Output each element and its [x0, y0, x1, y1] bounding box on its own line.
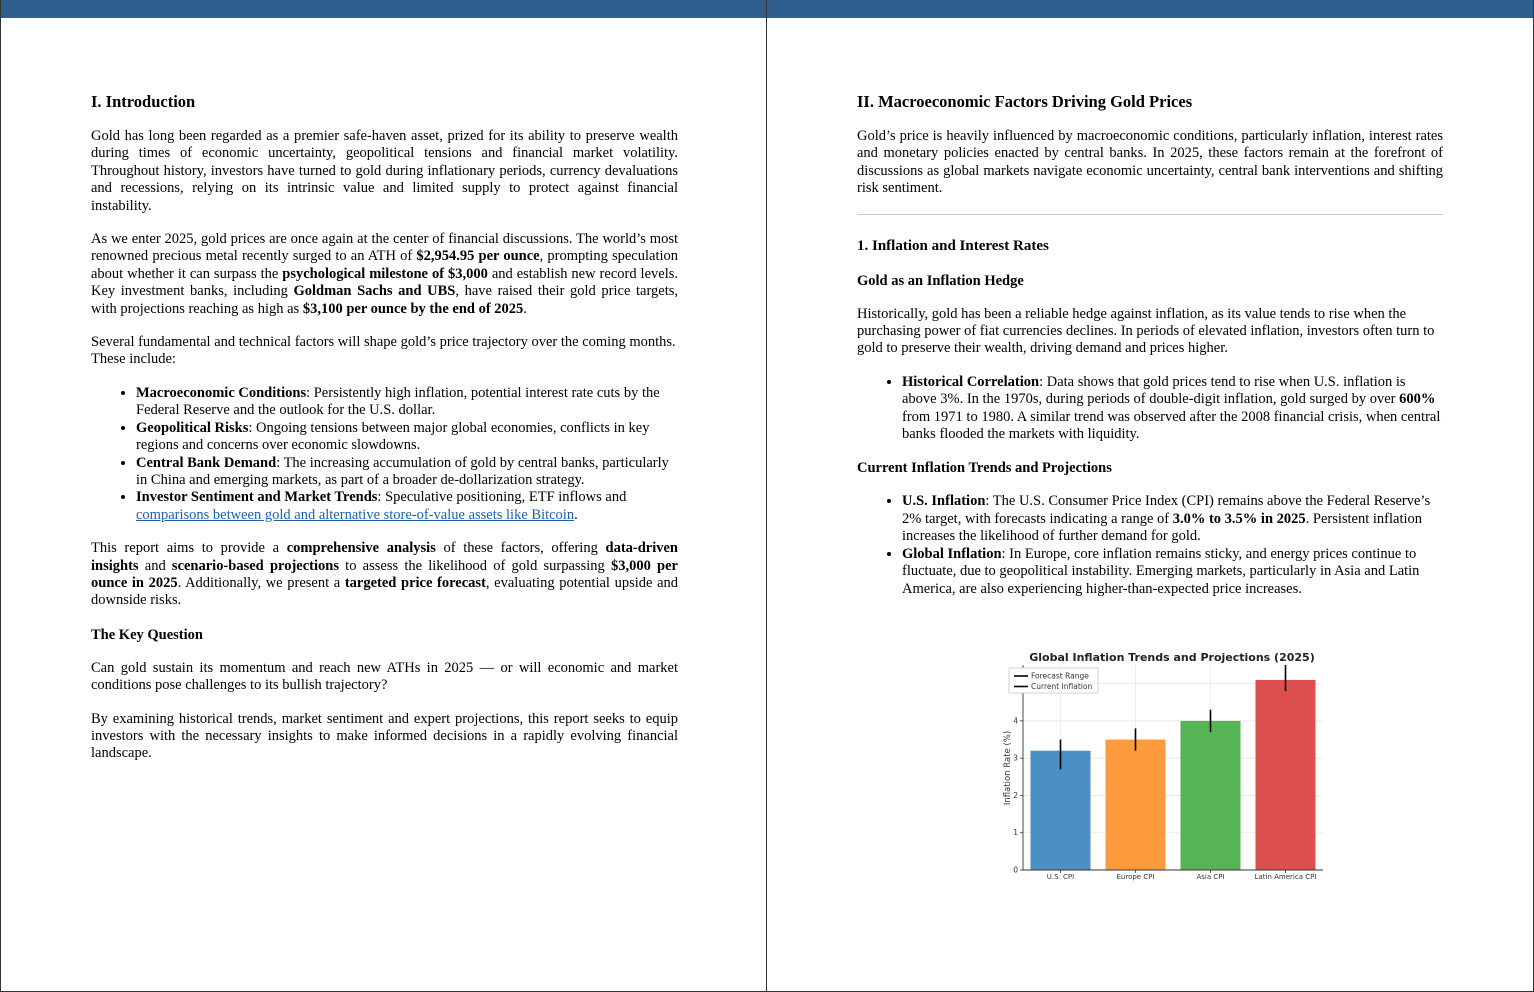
subheading-inflation-hedge: Gold as an Inflation Hedge: [857, 272, 1024, 289]
subheading-current-trends: Current Inflation Trends and Projections: [857, 460, 1112, 477]
subheading-key-question: The Key Question: [91, 626, 203, 643]
paragraph-intro-3: Several fundamental and technical factors will shape gold’s price trajectory over the coming months. These include:: [91, 334, 676, 368]
left-page-content: [91, 92, 678, 779]
page-header-bar: [1, 0, 766, 18]
right-page: [767, 0, 1534, 992]
section-heading-introduction: I. Introduction: [91, 92, 196, 111]
section-heading-inflation: 1. Inflation and Interest Rates: [857, 237, 1049, 254]
paragraph-intro-4: This report aims to provide a comprehensive analysis of these factors, offering data-driven insights and scenario-based projections to assess the likelihood of gold surpassing $3,000 per ounce in 2025. Additionally, we present a targeted price forecast, evaluating potential upside and downside risks.: [91, 540, 679, 609]
paragraph-intro-2: As we enter 2025, gold prices are once again at the center of financial discussions. The world’s most renowned precious metal recently surged to an ATH of $2,954.95 per ounce, prompting speculation about whether it can surpass the psychological milestone of $3,000 and establish new record levels. Key investment banks, including Goldman Sachs and UBS, have raised their gold price targets, with projections reaching as high as $3,100 per ounce by the end of 2025.: [91, 231, 679, 317]
legend-label-current: Current Inflation: [1031, 682, 1093, 691]
y-tick-label: 1: [1013, 828, 1018, 838]
page-header-bar: [767, 0, 1533, 18]
bar-asia-cpi: [1181, 721, 1241, 870]
paragraph-intro-1: Gold has long been regarded as a premier safe-haven asset, prized for its ability to preserve wealth during times of economic uncertainty, geopolitical tensions and financial market volatility. Throughout history, investors have turned to gold during inflationary periods, currency devaluations and recessions, relying on its intrinsic value and limited supply to protect against financial instability.: [91, 128, 678, 214]
x-tick-label: Europe CPI: [1116, 873, 1155, 881]
list-item: • Central Bank Demand: The increasing accumulation of gold by central banks, particularly in China and emerging markets, as part of a broader de-dollarization strategy.: [136, 455, 678, 490]
bar-europe-cpi: [1106, 740, 1166, 870]
y-tick-label: 2: [1013, 790, 1018, 800]
list-item: • Global Inflation: In Europe, core inflation remains sticky, and energy prices continue to fluctuate, due to geopolitical instability. Emerging markets, particularly in Asia and Latin America, are also experiencing higher-than-expected price increases.: [902, 546, 1443, 598]
bar-latin-america-cpi: [1256, 680, 1316, 870]
bitcoin-comparison-link[interactable]: comparisons between gold and alternative store-of-value assets like Bitcoin: [136, 506, 575, 523]
x-tick-label: U.S. CPI: [1046, 873, 1075, 881]
list-item: • Investor Sentiment and Market Trends: Speculative positioning, ETF inflows and comparisons between gold and alternative store-of-value assets like Bitcoin.: [136, 489, 678, 524]
chart-title: Global Inflation Trends and Projections (2025): [1029, 651, 1315, 664]
factors-list: [91, 385, 678, 524]
historical-list: [857, 374, 1443, 444]
section-heading-macroeconomic: II. Macroeconomic Factors Driving Gold Prices: [857, 92, 1193, 111]
list-item: • Historical Correlation: Data shows that gold prices tend to rise when U.S. inflation is above 3%. In the 1970s, during periods of double-digit inflation, gold surged by over 600% from 1971 to 1980. A similar trend was observed after the 2008 financial crisis, when central banks flooded the markets with liquidity.: [902, 374, 1443, 444]
list-item: • U.S. Inflation: The U.S. Consumer Price Index (CPI) remains above the Federal Reserve’s 2% target, with forecasts indicating a range of 3.0% to 3.5% in 2025. Persistent inflation increases the likelihood of further demand for gold.: [902, 493, 1443, 545]
section-divider: [857, 214, 1443, 215]
paragraph-closing: By examining historical trends, market sentiment and expert projections, this report seeks to equip investors with the necessary insights to make informed decisions in a rapidly evolving financial landscape.: [91, 710, 678, 762]
paragraph-inflation-hedge: Historically, gold has been a reliable hedge against inflation, as its value tends to rise when the purchasing power of fiat currencies declines. In periods of elevated inflation, investors often turn to gold to preserve their wealth, driving demand and prices higher.: [857, 305, 1435, 357]
trends-list: [857, 493, 1443, 597]
x-tick-label: Latin America CPI: [1254, 873, 1317, 881]
chart-legend: [1009, 668, 1098, 693]
chart-bars: [1031, 665, 1316, 870]
legend-label-forecast: Forecast Range: [1031, 671, 1089, 681]
paragraph-key-question: Can gold sustain its momentum and reach new ATHs in 2025 — or will economic and market conditions pose challenges to its bullish trajectory?: [91, 659, 678, 694]
y-tick-label: 3: [1013, 753, 1018, 763]
paragraph-macro-intro: Gold’s price is heavily influenced by macroeconomic conditions, particularly inflation, interest rates and monetary policies enacted by central banks. In 2025, these factors remain at the forefront of discussions as global markets navigate economic uncertainty, central bank interventions and shifting risk sentiment.: [857, 128, 1443, 197]
list-item: • Geopolitical Risks: Ongoing tensions between major global economies, conflicts in key regions and concerns over economic slowdowns.: [136, 420, 678, 455]
y-tick-label: 0: [1013, 865, 1018, 875]
list-item: • Macroeconomic Conditions: Persistently high inflation, potential interest rate cuts by the Federal Reserve and the outlook for the U.S. dollar.: [136, 385, 678, 420]
right-page-content: [857, 92, 1443, 614]
chart-y-axis-label: Inflation Rate (%): [1003, 730, 1013, 806]
x-tick-label: Asia CPI: [1196, 873, 1225, 881]
y-tick-label: 4: [1013, 716, 1018, 726]
inflation-chart: [985, 648, 1345, 888]
inflation-chart-svg: [985, 648, 1345, 888]
